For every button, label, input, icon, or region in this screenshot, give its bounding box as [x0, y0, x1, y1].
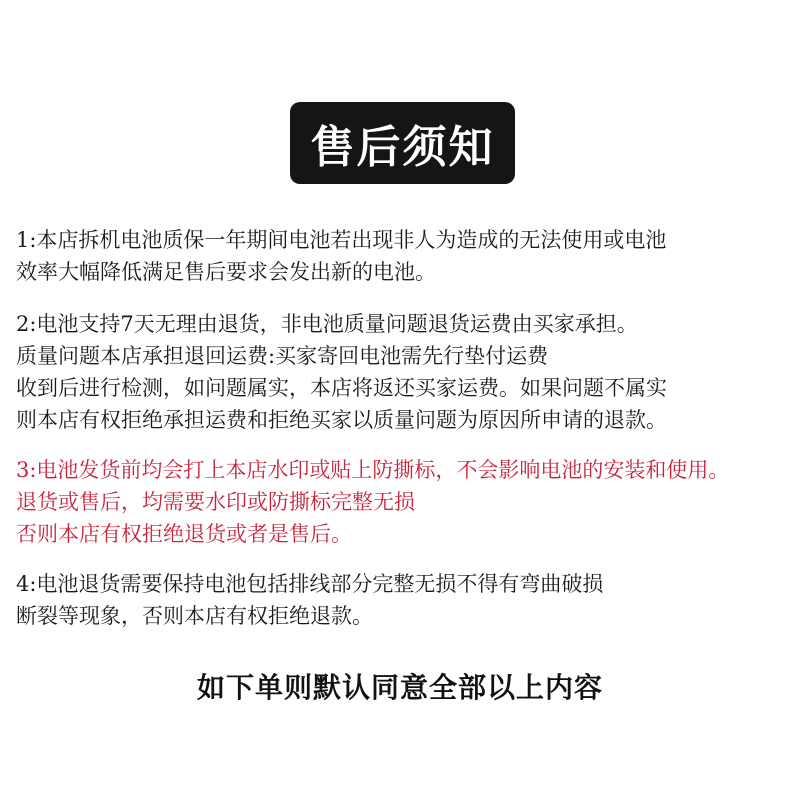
- page-title: 售后须知: [310, 122, 495, 173]
- section-line: 1:本店拆机电池质保一年期间电池若出现非人为造成的无法使用或电池: [16, 228, 667, 252]
- section-line: 断裂等现象，否则本店有权拒绝退款。: [16, 604, 373, 628]
- section-damage-policy: [16, 568, 786, 632]
- footer-agreement: 如下单则默认同意全部以上内容: [196, 671, 603, 704]
- section-return-policy: [16, 308, 786, 436]
- section-line: 效率大幅降低满足售后要求会发出新的电池。: [16, 260, 436, 284]
- section-line: 2:电池支持7天无理由退货，非电池质量问题退货运费由买家承担。: [16, 312, 638, 336]
- section-line: 否则本店有权拒绝退货或者是售后。: [16, 522, 352, 546]
- section-line: 4:电池退货需要保持电池包括排线部分完整无损不得有弯曲破损: [16, 572, 604, 596]
- section-watermark-notice: [16, 454, 786, 550]
- section-line: 质量问题本店承担退回运费:买家寄回电池需先行垫付运费: [16, 344, 549, 368]
- section-line: 3:电池发货前均会打上本店水印或贴上防撕标，不会影响电池的安装和使用。: [16, 458, 730, 482]
- section-line: 收到后进行检测，如问题属实，本店将返还买家运费。如果问题不属实: [16, 376, 667, 400]
- title-banner: [290, 102, 515, 184]
- section-warranty: [16, 224, 786, 288]
- section-line: 退货或售后，均需要水印或防撕标完整无损: [16, 490, 415, 514]
- section-line: 则本店有权拒绝承担运费和拒绝买家以质量问题为原因所申请的退款。: [16, 408, 667, 432]
